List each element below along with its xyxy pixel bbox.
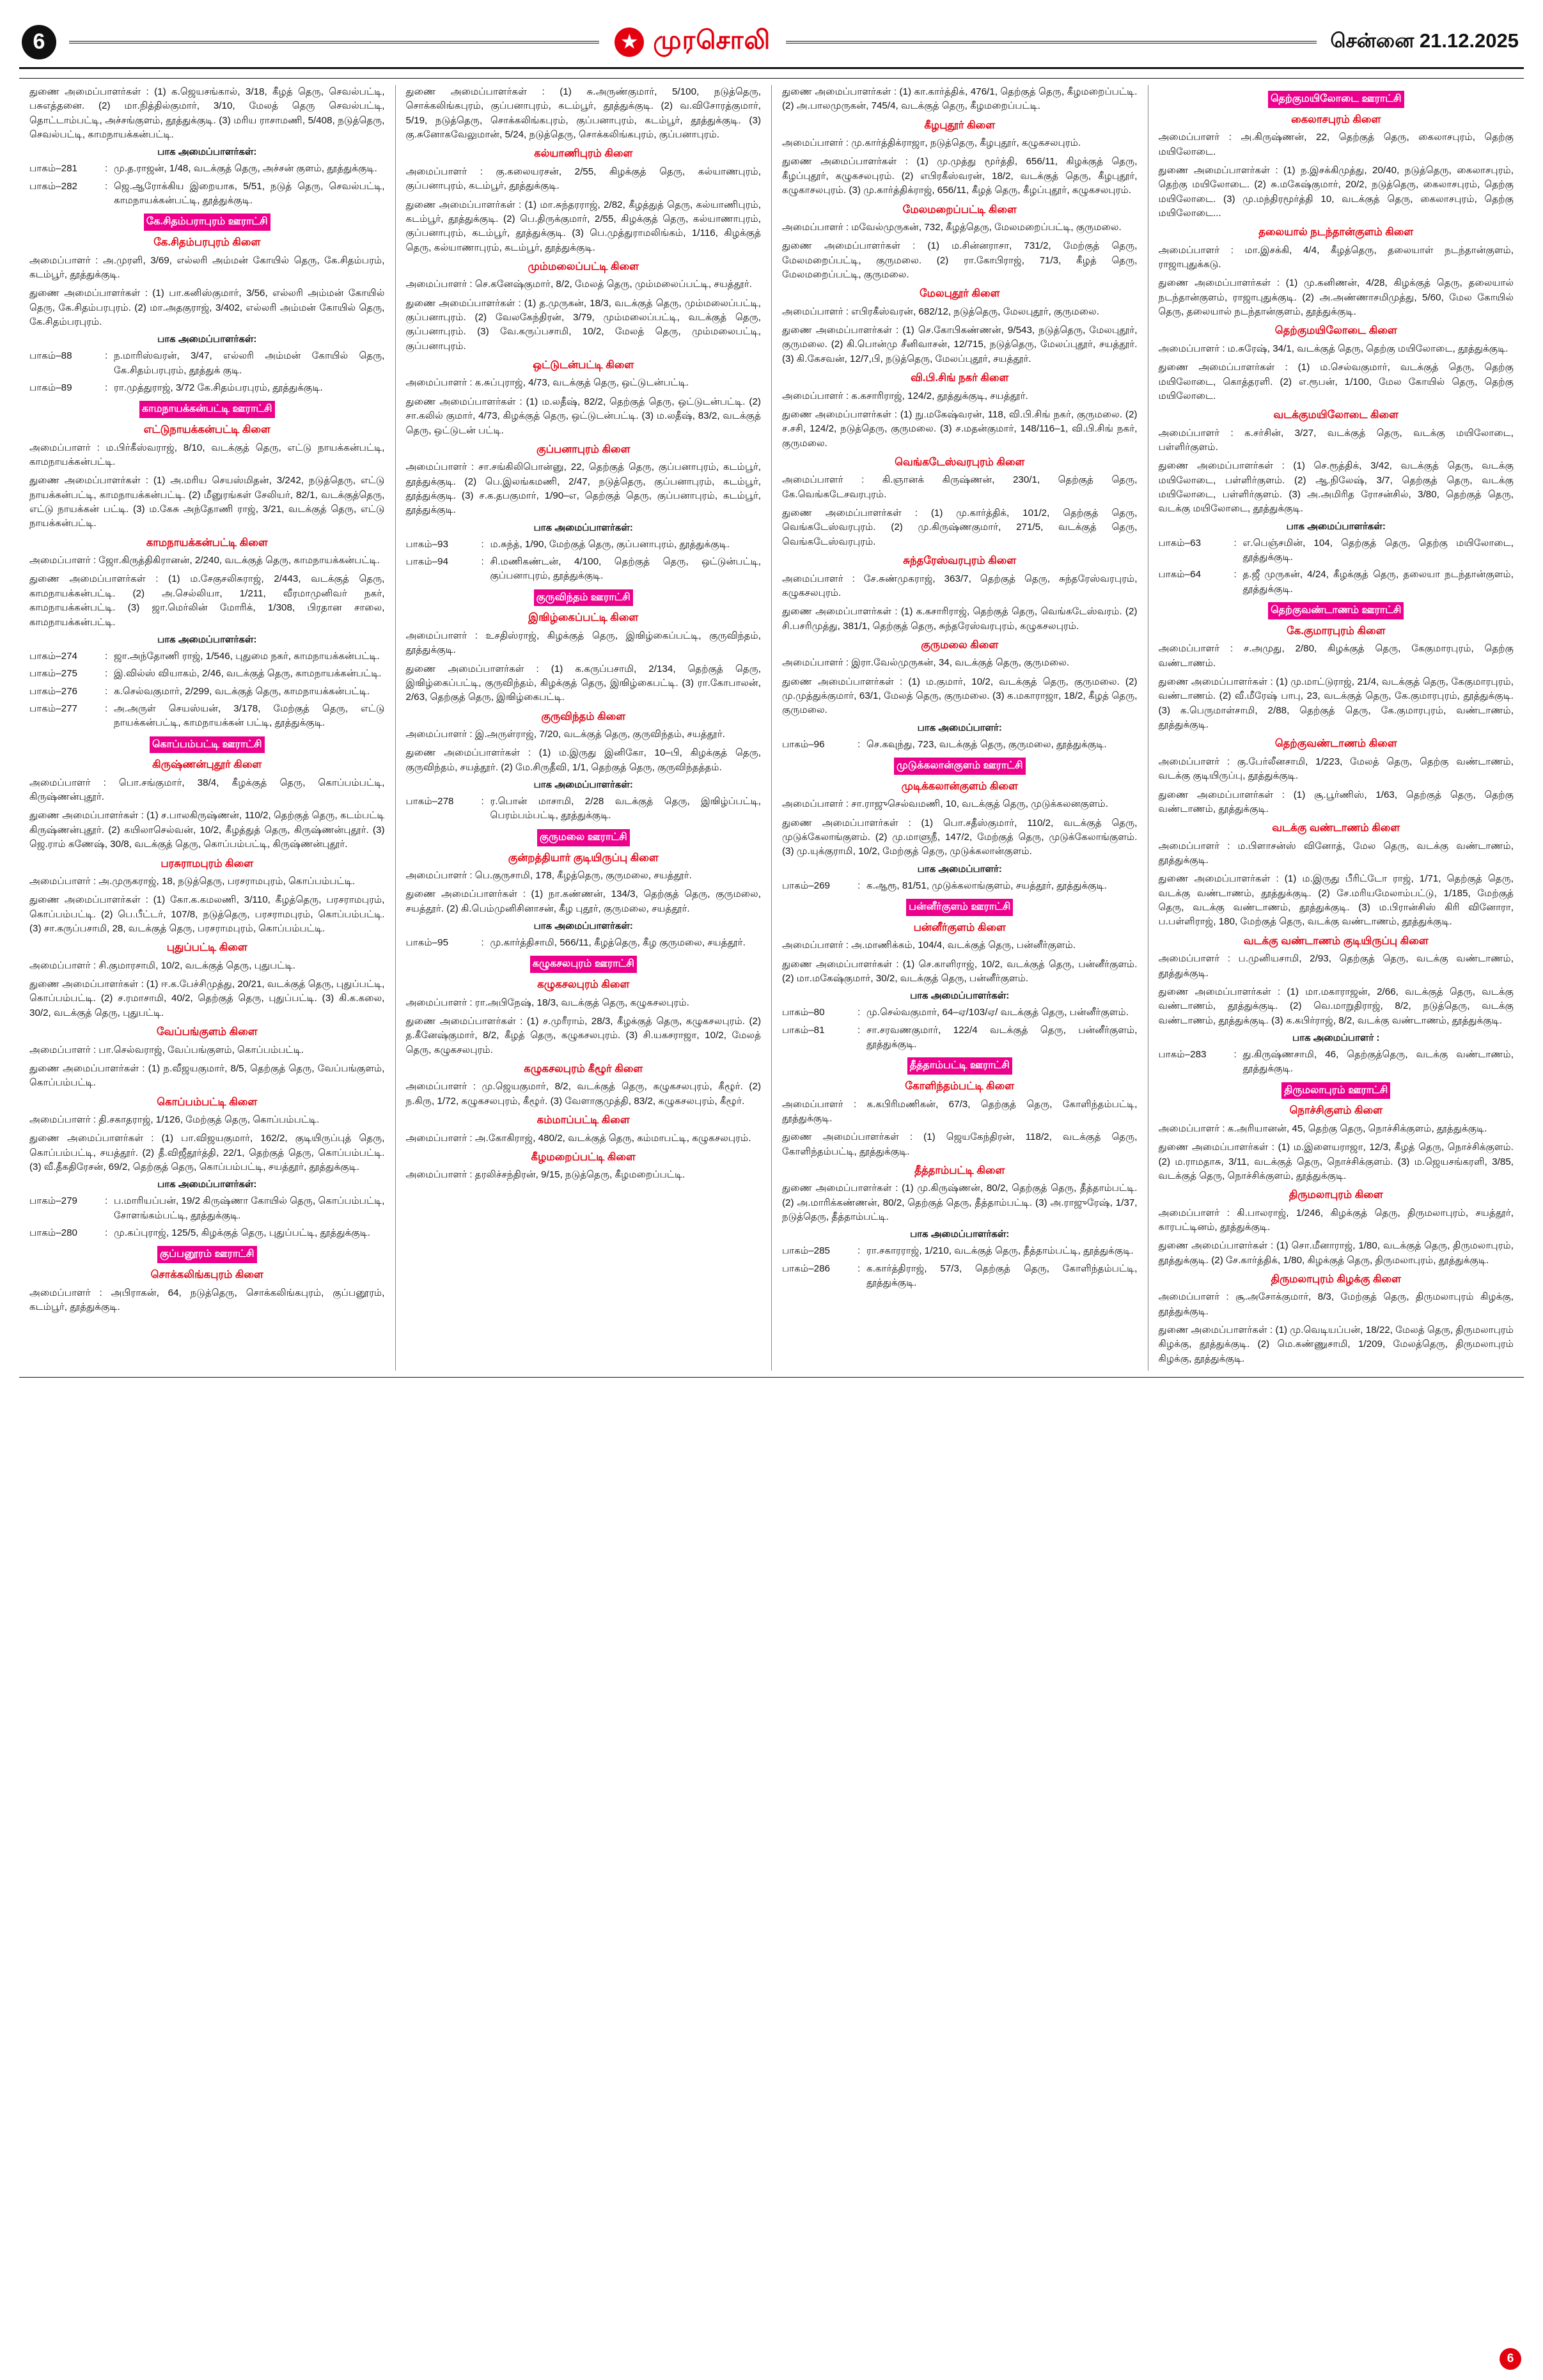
branch-heading: மும்மலைப்பட்டி கிளை <box>528 260 639 272</box>
body-paragraph: துணை அமைப்பாளர்கள் : (1) பா.கனிஸ்குமார், 3/56, எல்லரி அம்மன் கோயில் தெரு, கே.சிதம்பரபுரம். (2) மா.அதகுராஜ், 3/402, எல்லரி அம்மன் கோயில் தெரு, கே.சிதம்பரபுரம். <box>29 288 385 328</box>
body-paragraph: அமைப்பாளர் : க.சர்சின், 3/27, வடக்குத் தெரு, வடக்கு மயிலோடை, பள்ளிர்குளம். <box>1158 427 1514 453</box>
body-paragraph: அமைப்பாளர் : சூ.அசோக்குமார், 8/3, மேற்குத் தெரு, திருமலாபுரம் கிழக்கு, தூத்துக்குடி. <box>1158 1291 1514 1317</box>
branch-heading: வி.பி.சிங் நகர் கிளை <box>911 372 1009 384</box>
body-paragraph: துணை அமைப்பாளர்கள் : (1) மு.முத்து மூர்த்தி, 656/11, கிழக்குத் தெரு, கீழப்புதூர், கழுகசலபுரம். (2) எபிரகீஸ்வரன், 18/2, வடக்குத் தெரு, கீழபுதூர், கழுகாசலபுரம். (3) மு.கார்த்திக்ராஜ், 656/11, கீழத் தெரு, கீழப்புதூர், கழுகசலபுரம். <box>782 156 1138 196</box>
body-paragraph: அமைப்பாளர் : அ.மாணிக்கம், 104/4, வடக்குத் தெரு, பன்னீர்குளம். <box>782 940 1076 951</box>
ward-value: மு.கப்புராஜ், 125/5, கிழக்குத் தெரு, புதுப்பட்டி, தூத்துக்குடி. <box>114 1227 371 1239</box>
ward-entry <box>406 538 762 552</box>
body-paragraph: துணை அமைப்பாளர்கள் : (1) ஈ.க.பேச்சிமுத்து, 20/21, வடக்குத் தெரு, புதுப்பட்டி, கொப்பம்பட்டி. (2) ச.ரமாசாமி, 40/2, தெற்குத் தெரு, புதுப்பட்டி. (3) கி.க.கலை, 30/2, வடக்குத் தெரு, புதுபட்டி. <box>29 979 385 1018</box>
body-paragraph: அமைப்பாளர் : பா.செல்வராஜ், வேப்பங்குளம், கொப்பம்பட்டி. <box>29 1044 304 1055</box>
ward-value: அ.அருள் செயஸ்யன், 3/178, மேற்குத் தெரு, எட்டு நாயக்கன்பட்டி, காமநாயக்கன் பட்டி, தூத்துக்குடி. <box>114 703 385 729</box>
ward-separator: : <box>105 350 108 362</box>
ward-entry <box>29 685 385 699</box>
ward-separator: : <box>858 1007 861 1018</box>
body-paragraph: அமைப்பாளர் : எபிரகீஸ்வரன், 682/12, நடுத்தெரு, மேலபுதூர், குருமலை. <box>782 306 1099 317</box>
body-paragraph: அமைப்பாளர் : ரா.அபிநேஷ், 18/3, வடக்குத் தெரு, கழுகசலபுரம். <box>405 997 689 1008</box>
branch-heading: கைலாசபுரம் கிளை <box>1291 113 1381 125</box>
body-paragraph: அமைப்பாளர் : கு.பேர்லீனசாமி, 1/223, மேலத் தெரு, தெற்கு வண்டாணம், வடக்கு குடியிருப்பு, தூத்துக்குடி. <box>1158 756 1514 782</box>
ward-value: எ.பெஞ்சமின், 104, தெற்குத் தெரு, தெற்கு மயிலோடை, தூத்துக்குடி. <box>1242 537 1514 563</box>
ward-entry <box>29 649 385 664</box>
ward-label: பாகம்–80 <box>782 1007 825 1018</box>
branch-heading: வெங்கடேஸ்வரபுரம் கிளை <box>895 456 1025 468</box>
ward-separator: : <box>105 180 108 192</box>
body-paragraph: அமைப்பாளர் : ம.பிர்கீஸ்வராஜ், 8/10, வடக்குத் தெரு, எட்டு நாயக்கன்பட்டி, காமநாயக்கன்பட்டி. <box>29 442 385 467</box>
body-paragraph: துணை அமைப்பாளர்கள் : (1) மா.மகாராஜன், 2/66, வடக்குத் தெரு, வடக்கு வண்டாணம், தூத்துக்குடி. (2) வெ.மாறுதிராஜ், 8/2, நடுத்தெரு, வடக்கு வண்டாணம், தூத்துக்குடி. (3) க.கபிர்ராஜ், 8/2, வடக்கு வண்டாணம், தூத்துக்குடி. <box>1158 986 1514 1026</box>
body-paragraph: அமைப்பாளர் : சே.சுண்முகராஜ், 363/7, தெற்குத் தெரு, சுந்தரேஸ்வரபுரம், கழுகசலபுரம். <box>782 573 1138 598</box>
body-paragraph: துணை அமைப்பாளர்கள் : (1) அ.மரிய செயஸ்மிதன், 3/242, நடுத்தெரு, எட்டு நாயக்கன்பட்டி, காமநாயக்கன்பட்டி. (2) மீனுரங்கள் சேலியர், 82/1, வடக்குத்தெரு, எட்டு நாயக்கன் பட்டி. (3) ம.கேசு அந்தோணி ராஜ், 3/21, வடக்குத் தெரு, எட்டு நாயக்கன்பட்டி. <box>29 475 385 529</box>
ward-entry <box>29 1226 385 1240</box>
ward-separator: : <box>858 1245 861 1257</box>
ward-entry <box>782 738 1138 752</box>
ward-label: பாகம்–285 <box>782 1245 830 1257</box>
body-paragraph: துணை அமைப்பாளர்கள் : (1) பா.விஜயகுமார், 162/2, குடியிருப்புத் தெரு, கொப்பம்பட்டி, சயத்தூர். (2) தீ.விஜீதூர்த்தி, 22/1, தெற்குத் தெரு, கொப்பம்பட்டி. (3) வீ.தீகதிரேசன், 69/2, தெற்குத் தெரு, கொப்பம்பட்டி, சயத்தூர், தூத்துக்குடி. <box>29 1133 385 1173</box>
panchayat-heading: கொப்பம்பட்டி ஊராட்சி <box>150 736 265 754</box>
panchayat-heading: கழுகசலபுரம் ஊராட்சி <box>530 956 637 973</box>
panchayat-heading: கே.சிதம்பராபுரம் ஊராட்சி <box>144 214 270 231</box>
body-paragraph: துணை அமைப்பாளர்கள் : (1) ம.இருது இனிகோ, 10–பி, கிழக்குத் தெரு, குருவிந்தம், சயத்தூர். (2) மே.சிருதீவி, 1/1, தெற்குத் தெரு, குருவிந்தத்தம். <box>405 747 761 773</box>
body-paragraph: துணை அமைப்பாளர்கள் : (1) க.ஜெயசங்கால், 3/18, கீழத் தெரு, செவல்பட்டி, பசுஎத்தனை. (2) மா.நித்தில்குமார், 3/10, மேலத் தெரு செவல்பட்டி, தொட்டாம்பட்டி, அச்சங்குளம், தூத்துக்குடி. (3) மரிய ராசாமணி, 5/408, நடுத்தெரு, செவல்பட்டி, காமநாயக்கன்பட்டி. <box>29 86 385 141</box>
body-paragraph: துணை அமைப்பாளர்கள் : (1) க.கருப்பசாமி, 2/134, தெற்குத் தெரு, இஙிழ்கைப்பட்டி, குருவிந்தம், கிழக்குத் தெரு, இஙிழ்கைபட்டி. (3) ரா.கோபாலன், 2/63, தெற்குத் தெரு, இஙிழ்கைபட்டி. <box>405 663 761 703</box>
panchayat-heading: தீத்தாம்பட்டி ஊராட்சி <box>907 1057 1012 1075</box>
body-paragraph: துணை அமைப்பாளர்கள் : (1) சு.அருண்குமார், 5/100, நடுத்தெரு, சொக்கலிங்கபுரம், குப்பனாபுரம், கடம்பூர், தூத்துக்குடி. (2) வ.விசோரத்குமார், 5/19, நடுத்தெரு, சொக்கலிங்கபுரம், குப்பனாபுரம், கடம்பூர், தூத்துக்குடி. (3) கு.சுனோகவேலுமான், 5/24, நடுத்தெரு, சொக்கலிங்கபுரம், குப்பனாபுரம். <box>405 86 761 141</box>
ward-entry <box>29 381 385 395</box>
body-paragraph: துணை அமைப்பாளர்கள் : (1) நு.மகேஷ்வரன், 118, வி.பி.சிங் நகர், குருமலை. (2) ச.சசி, 124/2, நடுத்தெரு, குருமலை. (3) ச.மதன்குமார், 148/116–1, வி.பி.சிங் நகர், குருமலை. <box>782 408 1138 449</box>
ward-separator: : <box>1234 569 1237 580</box>
ward-entry <box>29 702 385 731</box>
body-paragraph: அமைப்பாளர் : க.அரியானன், 45, தெற்கு தெரு, நொச்சிக்குளம், தூத்துக்குடி. <box>1158 1123 1487 1134</box>
branch-heading: குருமலை கிளை <box>921 639 999 651</box>
branch-heading: பன்னீர்குளம் கிளை <box>913 921 1006 933</box>
body-paragraph: அமைப்பாளர் : தரலிச்சந்திரன், 9/15, நடுத்தெரு, கீழமறைப்பட்டி. <box>405 1169 685 1181</box>
ward-separator: : <box>481 937 484 949</box>
panchayat-heading: திருமலாபுரம் ஊராட்சி <box>1281 1082 1390 1100</box>
branch-heading: நொச்சிகுளம் கிளை <box>1289 1105 1382 1117</box>
branch-heading: கம்மாப்பட்டி கிளை <box>537 1114 630 1126</box>
body-paragraph: துணை அமைப்பாளர்கள் : (1) ம.இளையராஜா, 12/3, கீழத் தெரு, நொச்சிக்குளம். (2) ம.ராமதாசு, 3/11, வடக்குத் தெரு, நொச்சிக்குளம். (3) ம.ஜெயசங்கரளி, 3/85, வடக்குத் தெரு, நொச்சிக்குளம், தூத்துக்குடி. <box>1158 1142 1514 1181</box>
ward-separator: : <box>105 668 108 680</box>
ward-value: இ.வில்ஸ் வியாகம், 2/46, வடக்குத் தெரு, காமநாயக்கன்பட்டி. <box>114 668 382 680</box>
ward-label: பாகம்–94 <box>405 556 449 567</box>
branch-heading: கழுகசலபுரம் கிளை <box>537 979 630 991</box>
branch-heading: தீத்தாம்பட்டி கிளை <box>914 1164 1005 1176</box>
ward-separator: : <box>105 703 108 714</box>
body-paragraph: துணை அமைப்பாளர்கள் : (1) கா.கார்த்திக், 476/1, தெற்குத் தெரு, கீழமறைப்பட்டி. (2) அ.பாலமுருகன், 745/4, வடக்குத் தெரு, கீழமறைப்பட்டி. <box>782 86 1138 112</box>
body-paragraph: அமைப்பாளர் : அ.முருகராஜ், 18, நடுத்தெரு, பரசராமபுரம், கொப்பம்பட்டி. <box>29 875 356 887</box>
ward-value: ந.மாரிஸ்வரன், 3/47, எல்லரி அம்மன் கோயில் தெரு, கே.சிதம்பரபுரம், தூத்துக் குடி. <box>114 350 385 376</box>
ward-separator: : <box>858 738 861 750</box>
body-paragraph: துணை அமைப்பாளர்கள் : (1) ம.லதீஷ், 82/2, தெற்குத் தெரு, ஒட்டுடன்பட்டி. (2) சா.கலில் குமார், 4/73, கிழக்குத் தெரு, ஒட்டுடன்பட்டி. (3) ம.லதீஷ், 83/2, வடக்குத் தெரு, ஒட்டுடன் பட்டி. <box>405 396 761 436</box>
branch-heading: மேலமறைப்பட்டி கிளை <box>902 203 1017 215</box>
ward-value: ஜெ.ஆரோக்கிய இறையாக, 5/51, நடுத் தெரு, செவல்பட்டி, காமநாயக்கன்பட்டி, தூத்துக்குடி. <box>114 180 385 206</box>
branch-heading: தெற்குவண்டாணம் கிளை <box>1274 738 1397 750</box>
body-paragraph: துணை அமைப்பாளர்கள் : (1) கோ.க.கமலணி, 3/110, கீழத்தெரு, பரசராமபுரம், கொப்பம்பட்டி. (2) பெ.பீட்டர், 107/8, நடுத்தெரு, பரசராமபுரம், கொப்பம்பட்டி. (3) சா.கருப்பசாமி, 28, வடக்குத் தெரு, பரசராமபுரம், கொப்பம்பட்டி. <box>29 894 385 934</box>
ward-label: பாகம்–281 <box>29 163 77 175</box>
branch-heading: காமநாயக்கன்பட்டி கிளை <box>146 536 268 548</box>
ward-entry <box>782 1262 1138 1291</box>
branch-heading: திருமலாபுரம் கிழக்கு கிளை <box>1271 1273 1402 1286</box>
body-paragraph: துணை அமைப்பாளர்கள் : (1) மு.கனிணன், 4/28, கிழக்குத் தெரு, தலையால் நடந்தான்குளம், ராஜாபுதுக்குடி. (2) அ.அண்ணாசமிமுத்து, 5/60, மேல கோயில் தெரு, தலையால் நடந்தான்குளம், தூத்துக்குடி. <box>1158 277 1514 318</box>
branch-heading: கீழபுதூர் கிளை <box>924 119 996 131</box>
branch-heading: ஒட்டுடன்பட்டி கிளை <box>533 359 634 371</box>
ward-label: பாகம்–95 <box>405 937 449 949</box>
ward-entry <box>406 795 762 823</box>
ward-separator: : <box>105 1195 108 1207</box>
panchayat-heading: முடுக்கலான்குளம் ஊராட்சி <box>894 758 1026 775</box>
body-paragraph: துணை அமைப்பாளர்கள் : (1) ம.குமார், 10/2, வடக்குத் தெரு, குருமலை. (2) மு.முத்துக்குமார், 63/1, மேலத் தெரு, குருமலை. (3) க.மகாராஜா, 18/2, கீழத் தெரு, குருமலை. <box>782 676 1138 716</box>
ward-label: பாகம்–276 <box>29 685 77 697</box>
body-paragraph: அமைப்பாளர் : மா.இசக்கி, 4/4, கீழத்தெரு, தலையாள் நடந்தான்குளம், ராஜாபுதுக்கடு. <box>1158 244 1514 270</box>
branch-heading: கொப்பம்பட்டி கிளை <box>157 1096 258 1108</box>
masthead-brand <box>599 26 786 58</box>
subsection-label: பாக அமைப்பாளர்கள்: <box>157 334 257 345</box>
subsection-label: பாக அமைப்பாளர்: <box>917 722 1002 733</box>
ward-entry <box>1159 536 1514 565</box>
body-paragraph: துணை அமைப்பாளர்கள் : (1) சூ.பூர்ணிஸ், 1/63, தெற்குத் தெரு, தெற்கு வண்டாணம், தூத்துக்குடி. <box>1158 789 1514 814</box>
branch-heading: குன்றத்தியார் குடியிருப்பு கிளை <box>508 852 659 864</box>
ward-separator: : <box>481 538 484 550</box>
body-paragraph: அமைப்பாளர் : ப.முனியசாமி, 2/93, தெற்குத் தெரு, வடக்கு வண்டாணம், தூத்துக்குடி. <box>1158 953 1514 979</box>
ward-label: பாகம்–282 <box>29 180 77 192</box>
branch-heading: குப்பனாபுரம் கிளை <box>537 443 631 455</box>
branch-heading: திருமலாபுரம் கிளை <box>1288 1189 1383 1201</box>
bottom-rule <box>19 1377 1524 1378</box>
subsection-label: பாக அமைப்பாளர்கள்: <box>157 146 257 158</box>
masthead-rule-right <box>786 41 1316 43</box>
body-paragraph: அமைப்பாளர் : தி.சகாதராஜ், 1/126, மேற்குத் தெரு, கொப்பம்பட்டி. <box>29 1114 320 1126</box>
ward-separator: : <box>1234 537 1237 548</box>
body-paragraph: அமைப்பாளர் : மு.ஜெயகுமார், 8/2, வடக்குத் தெரு, கழுகசலபுரம், கீழூர். (2) ந.கிரு, 1/72, கழுகசலபுரம், கீழூர். (3) வேளாகுமுத்தி, 83/2, கழுகசலபுரம், கீழூர். <box>405 1081 761 1107</box>
body-paragraph: துணை அமைப்பாளர்கள் : (1) சொ.மீனாராஜ், 1/80, வடக்குத் தெரு, திருமலாபுரம், தூத்துக்குடி. (2) சே.கார்த்திக், 1/80, கிழக்குத் தெரு, திருமலாபுரம், தூத்துக்குடி. <box>1158 1240 1514 1266</box>
body-paragraph: அமைப்பாளர் : உசதிஸ்ராஜ், கிழக்குத் தெரு, இஙிழ்கைப்பட்டி, குருவிந்தம், தூத்துக்குடி. <box>405 630 761 656</box>
body-paragraph: அமைப்பாளர் : க.சுப்புராஜ், 4/73, வடக்குத் தெரு, ஒட்டுடன்பட்டி. <box>405 377 689 389</box>
body-paragraph: அமைப்பாளர் : ஜோ.கிருத்திகிரானன், 2/240, வடக்குத் தெரு, காமநாயக்கன்பட்டி. <box>29 555 380 566</box>
page-number-badge: 6 <box>22 25 56 59</box>
body-paragraph: துணை அமைப்பாளர்கள் : (1) ம.சின்னராசா, 731/2, மேற்குத் தெரு, மேலமறைப்பட்டி, குருமலை. (2) ரா.கோபிராஜ், 71/3, கீழத் தெரு, மேலமறைப்பட்டி, குருமலை. <box>782 240 1138 280</box>
text-column <box>19 85 396 1371</box>
branch-heading: வேப்பங்குளம் கிளை <box>156 1026 258 1038</box>
ward-value: சி.மணிகண்டன், 4/100, தெற்குத் தெரு, ஒட்டுன்பட்டி, குப்பனாபுரம், தூத்துக்குடி. <box>490 556 761 582</box>
ward-value: க.கார்த்திராஜ், 57/3, தெற்குத் தெரு, கோளிந்தம்பட்டி, தூத்துக்குடி. <box>866 1263 1138 1289</box>
ward-label: பாகம்–279 <box>29 1195 77 1207</box>
ward-label: பாகம்–275 <box>29 668 77 680</box>
ward-separator: : <box>105 685 108 697</box>
body-paragraph: அமைப்பாளர் : மு.கார்த்திக்ராஜா, நடுத்தெரு, கீழபுதூர், கழுகசலபுரம். <box>782 137 1081 149</box>
body-paragraph: துணை அமைப்பாளர்கள் : (1) ம.சேகுசலிசுராஜ், 2/443, வடக்குத் தெரு, காமநாயக்கன்பட்டி. (2) அ.செல்லியா, 1/211, வீரமாமுனிவர் நகர், காமநாயக்கன்பட்டி. (3) ஜா.மெர்லின் மோரிக், 1/308, பிரதான சாலை, காமநாயக்கன்பட்டி. <box>29 573 385 628</box>
body-paragraph: அமைப்பாளர் : க.கபிரிமணிகன், 67/3, தெற்குத் தெரு, கோளிந்தம்பட்டி, தூத்துக்குடி. <box>782 1098 1138 1124</box>
body-paragraph: துணை அமைப்பாளர்கள் : (1) மு.கார்த்திக், 101/2, தெற்குத் தெரு, வெங்கடேஸ்வரபுரம். (2) மு.கிருஷ்ணகுமார், 271/5, வடக்குத் தெரு, வெங்கடேஸ்வரபுரம். <box>782 508 1138 547</box>
ward-label: பாகம்–286 <box>782 1263 830 1274</box>
body-paragraph: துணை அமைப்பாளர்கள் : (1) த.முருகன், 18/3, வடக்குத் தெரு, மும்மலைப்பட்டி, குப்பனாபுரம். (2) வேலகேந்திரன், 3/79, மும்மலைப்பட்டி, வடக்குத் தெரு, குப்பனாபுரம். (3) வே.கருப்பசாமி, 10/2, மேலத் தெரு, மும்மலைபட்டி, குப்பனாபுரம். <box>405 297 761 352</box>
text-column <box>396 85 772 1371</box>
ward-separator: : <box>105 163 108 175</box>
body-paragraph: அமைப்பாளர் : ம.பிளாசன்ஸ் வினோத், மேல தெரு, வடக்கு வண்டாணம், தூத்துக்குடி. <box>1158 840 1514 866</box>
ward-value: க.செல்வகுமார், 2/299, வடக்குத் தெரு, காமநாயக்கன்பட்டி. <box>114 685 370 697</box>
text-column <box>772 85 1148 1371</box>
body-paragraph: அமைப்பாளர் : பொ.சங்குமார், 38/4, கீழக்குத் தெரு, கொப்பம்பட்டி, கிருஷ்ணன்புதூர். <box>29 777 385 803</box>
text-column <box>1148 85 1524 1371</box>
ward-value: ப.மாரியப்பன், 19/2 கிருஷ்ணா கோயில் தெரு, கொப்பம்பட்டி, சோளங்கம்பட்டி, தூத்துக்குடி. <box>114 1195 385 1221</box>
branch-heading: வடக்குமயிலோடை கிளை <box>1273 409 1399 421</box>
body-paragraph: அமைப்பாளர் : ச.அமுது, 2/80, கிழக்குத் தெரு, கேகுமாரபுரம், தெற்கு வண்டாணம். <box>1158 643 1514 669</box>
body-paragraph: துணை அமைப்பாளர்கள் : (1) பொ.சதீஸ்குமார், 110/2, வடக்குத் தெரு, முடுக்கேலாங்குளம். (2) மு.மாளுநீ, 147/2, மேற்குத் தெரு, முடுக்கேலாங்குளம். (3) மு.யுக்குராமி, 10/2, மேற்குத் தெரு, முடுக்கலான்குளம். <box>782 817 1138 857</box>
panchayat-heading: குப்பனூரம் ஊராட்சி <box>157 1246 257 1263</box>
ward-entry <box>29 162 385 176</box>
subsection-label: பாக அமைப்பாளர்கள்: <box>533 921 633 932</box>
ward-label: பாகம்–63 <box>1158 537 1202 548</box>
ward-value: து.கிருஷ்ணசாமி, 46, தெற்குத்தெரு, வடக்கு வண்டாணம், தூத்துக்குடி. <box>1242 1048 1514 1075</box>
ward-entry <box>782 1244 1138 1258</box>
body-paragraph: துணை அமைப்பாளர்கள் : (1) ஜெயகேந்திரன், 118/2, வடக்குத் தெரு, கோளிந்தம்பட்டி, தூத்துக்குடி. <box>782 1132 1138 1157</box>
body-paragraph: துணை அமைப்பாளர்கள் : (1) ம.இருது பீரிட்டோ ராஜ், 1/71, தெற்குத் தெரு, வடக்கு வண்டாணம், தூத்துக்குடி. (2) சே.மரியமேலாம்பட்டு, 1/185, மேற்குத் தெரு, வடக்கு வண்டாணம், தூத்துக்குடி. (3) ம.பிரான்சிஸ் கிரி வினோரா, ப.பள்ளிராஜ், 180, மேற்குத் தெரு, வடக்கு வண்டாணம், தூத்துக்குடி. <box>1158 873 1514 928</box>
ward-entry <box>29 1194 385 1223</box>
branch-heading: பரசுராமபுரம் கிளை <box>161 857 254 869</box>
ward-label: பாகம்–269 <box>782 880 830 891</box>
branch-heading: கே.சிதம்பரபுரம் கிளை <box>153 237 261 249</box>
ward-entry <box>1159 568 1514 596</box>
branch-heading: கே.குமாரபுரம் கிளை <box>1286 625 1386 637</box>
ward-entry <box>406 936 762 950</box>
body-paragraph: அமைப்பாளர் : பெ.குருசாமி, 178, கீழத்தெரு, குருமலை, சயத்தூர். <box>405 870 692 882</box>
body-paragraph: அமைப்பாளர் : சி.குமாரசாமி, 10/2, வடக்குத் தெரு, புதுபட்டி. <box>29 960 295 971</box>
ward-entry <box>1159 1048 1514 1077</box>
body-paragraph: அமைப்பாளர் : இரா.வேல்முருகன், 34, வடக்குத் தெரு, குருமலை. <box>782 657 1070 669</box>
subsection-label: பாக அமைப்பாளர்கள்: <box>533 522 633 533</box>
body-paragraph: துணை அமைப்பாளர்கள் : (1) ம.செல்வகுமார், வடக்குத் தெரு, தெற்கு மயிலோடை, கொத்தரளி. (2) எ.ரூபன், 1/100, மேல கோயில் தெரு, தெற்கு மயிலோடை. <box>1158 362 1514 401</box>
body-paragraph: அமைப்பாளர் : அபிராகன், 64, நடுத்தெரு, சொக்கலிங்கபுரம், குப்பனூரம், கடம்பூர், தூத்துக்குடி. <box>29 1287 385 1313</box>
ward-separator: : <box>858 1263 861 1274</box>
branch-heading: சொக்கலிங்கபுரம் கிளை <box>150 1269 263 1281</box>
branch-heading: குருவிந்தம் கிளை <box>541 710 626 722</box>
ward-separator: : <box>858 1024 861 1036</box>
body-paragraph: துணை அமைப்பாளர்கள் : (1) ச.பாலகிருஷ்ணன், 110/2, தெற்குத் தெரு, கடம்பட்டி கிருஷ்ணன்புதூர். (2) கயிலாசெல்வன், 10/2, கீழத்துத் தெரு, கிருஷ்ணன்புதூர். (3) ஜெ.ராம் கணேஷ், 30/8, வடக்குத் தெரு, கொப்பம்பட்டி, கிருஷ்ணன்புதூர். <box>29 810 385 850</box>
ward-entry <box>29 667 385 681</box>
ward-value: த.ஜீ முருகன், 4/24, கீழக்குத் தெரு, தலையா நடந்தான்குளம், தூத்துக்குடி. <box>1242 569 1514 595</box>
body-paragraph: துணை அமைப்பாளர்கள் : (1) ந.வீஜயகுமார், 8/5, தெற்குத் தெரு, வேப்பங்குளம், கொப்பம்பட்டி. <box>29 1062 385 1089</box>
panchayat-heading: பன்னீர்குளம் ஊராட்சி <box>906 899 1013 916</box>
ward-separator: : <box>1234 1048 1237 1060</box>
body-paragraph: அமைப்பாளர் : அ.கிருஷ்ணன், 22, தெற்குத் தெரு, கைலாசபுரம், தெற்கு மயிலோடை. <box>1158 132 1514 157</box>
column-container <box>19 78 1524 1371</box>
body-paragraph: துணை அமைப்பாளர்கள் : (1) மு.வெடியப்பன், 18/22, மேலத் தெரு, திருமலாபுரம் கிழக்கு, தூத்துக்குடி. (2) மெ.கண்ணுசாமி, 1/209, மேலத்தெரு, திருமலாபுரம் கிழக்கு, தூத்துக்குடி. <box>1158 1325 1514 1364</box>
branch-heading: முடிக்கலான்குளம் கிளை <box>901 780 1018 792</box>
ward-label: பாகம்–274 <box>29 650 77 662</box>
branch-heading: கழுகசலபுரம் கீழூர் கிளை <box>524 1063 643 1075</box>
branch-heading: கல்யாணிபுரம் கிளை <box>534 148 633 160</box>
panchayat-heading: குருமலை ஊராட்சி <box>537 829 630 846</box>
ward-label: பாகம்–81 <box>782 1024 825 1036</box>
body-paragraph: துணை அமைப்பாளர்கள் : (1) செ.கோபிகண்ணன், 9/543, நடுத்தெரு, மேலபுதூர், குருமலை. (2) கி.பொன்மு சீனிவாசன், 12/715, நடுத்தெரு, மேலப்புதூர், சயத்தூர். (3) கி.கேசவன், 12/7,பி, நடுத்தெரு, மேலப்புதூர், சயத்தூர். <box>782 325 1138 364</box>
ward-entry <box>782 1023 1138 1052</box>
subsection-label: பாக அமைப்பாளர்: <box>917 863 1002 875</box>
ward-entry <box>29 180 385 208</box>
star-in-circle-icon <box>615 27 644 57</box>
ward-value: செ.கவுந்து, 723, வடக்குத் தெரு, குருமலை, தூத்துக்குடி. <box>866 738 1107 750</box>
ward-value: க.ஆரூ, 81/51, முடுக்கலாங்குளம், சயத்தூர், தூத்துக்குடி. <box>866 880 1107 891</box>
body-paragraph: அமைப்பாளர் : செ.கனேஷ்குமார், 8/2, மேலத் தெரு, மும்மலைப்பட்டி, சயத்தூர். <box>405 279 752 290</box>
body-paragraph: துணை அமைப்பாளர்கள் : (1) ந.இசக்கிமுத்து, 20/40, நடுத்தெரு, கைலாசபுரம், தெற்கு மயிலோடை. (2) சு.மகேஷ்குமார், 20/2, நடுத்தெரு, கைலாசபுரம், தெற்கு மயிலோடை. (3) மு.மந்திரமூர்த்தி 10, வடக்குத் தெரு, கைலாசபுரம், தெற்கு மயிலோடை... <box>1158 164 1514 219</box>
ward-label: பாகம்–280 <box>29 1227 77 1239</box>
ward-separator: : <box>105 650 108 662</box>
ward-value: ஜா.அந்தோணி ராஜ், 1/546, புதுமை நகர், காமநாயக்கன்பட்டி. <box>114 650 380 662</box>
branch-heading: எட்டுநாயக்கன்பட்டி கிளை <box>143 424 270 436</box>
ward-value: ம.சுந்த், 1/90, மேற்குத் தெரு, குப்பனாபுரம், தூத்துக்குடி. <box>490 538 730 550</box>
subsection-label: பாக அமைப்பாளர் : <box>1292 1032 1380 1043</box>
branch-heading: புதுப்பட்டி கிளை <box>166 942 247 954</box>
ward-label: பாகம்–277 <box>29 703 77 714</box>
ward-label: பாகம்–283 <box>1158 1048 1207 1060</box>
body-paragraph: அமைப்பாளர் : மவேல்முருகன், 732, கீழத்தெரு, மேலமறைப்பட்டி, குருமலை. <box>782 221 1122 233</box>
subsection-label: பாக அமைப்பாளர்கள்: <box>910 990 1010 1002</box>
ward-separator: : <box>105 382 108 394</box>
ward-entry <box>782 879 1138 893</box>
ward-label: பாகம்–278 <box>405 796 454 807</box>
branch-heading: இஙிழ்கைப்பட்டி கிளை <box>528 612 639 624</box>
body-paragraph: துணை அமைப்பாளர்கள் : (1) செ.ரூத்திக், 3/42, வடக்குத் தெரு, வடக்கு மயிலோடை, பள்ளிர்குளம். (2) ஆ.நிலேஷ், 3/7, தெற்குத் தெரு, வடக்கு மயிலோடை, பள்ளிர்குளம். (3) அ.அமிரித ரோசன்சில், 3/80, தெற்குத் தெரு, வடக்கு மயிலோடை, தூத்துக்குடி. <box>1158 460 1514 515</box>
branch-heading: வடக்கு வண்டாணம் கிளை <box>1272 822 1400 834</box>
body-paragraph: துணை அமைப்பாளர்கள் : (1) க.கசாரிராஜ், தெற்குத் தெரு, வெங்கடேஸ்வரம். (2) சி.பசரிமுத்து, 381/1, தெற்குத் தெரு, சுந்தரேஸ்வரபுரம், கழுகசலபுரம். <box>782 606 1138 632</box>
footer-page-number: 6 <box>1500 2348 1521 2370</box>
body-paragraph: துணை அமைப்பாளர்கள் : (1) நா.கண்ணன், 134/3, தெற்குத் தெரு, குருமலை, சயத்தூர். (2) கி.பெம்முனிசினாசன், கீழ புதூர், குருமலை, சயத்தூர். <box>405 889 761 914</box>
ward-value: ரா.சகாரராஜ், 1/210, வடக்குத் தெரு, தீத்தாம்பட்டி, தூத்துக்குடி. <box>866 1245 1134 1257</box>
body-paragraph: அமைப்பாளர் : க.கசாரிராஜ், 124/2, தூத்துக்குடி, சயத்தூர். <box>782 390 1028 401</box>
ward-separator: : <box>105 1227 108 1239</box>
branch-heading: தெற்குமயிலோடை கிளை <box>1274 325 1397 337</box>
subsection-label: பாக அமைப்பாளர்கள்: <box>157 1179 257 1190</box>
ward-separator: : <box>858 880 861 891</box>
ward-label: பாகம்–88 <box>29 350 72 362</box>
masthead-rule-left <box>69 41 599 43</box>
body-paragraph: துணை அமைப்பாளர்கள் : (1) செ.காளிராஜ், 10/2, வடக்குத் தெரு, பன்னீர்குளம். (2) மா.மகேஷ்குமார், 30/2, வடக்குத் தெரு, பன்னீர்குளம். <box>782 958 1138 984</box>
body-paragraph: அமைப்பாளர் : கு.கலையரசன், 2/55, கிழக்குத் தெரு, கல்யாணபுரம், குப்பனாபுரம், கடம்பூர், தூத்துக்குடி. <box>405 166 761 192</box>
subsection-label: பாக அமைப்பாளர்கள்: <box>1286 520 1386 532</box>
ward-separator: : <box>481 556 484 567</box>
ward-entry <box>406 555 762 584</box>
ward-entry <box>29 349 385 378</box>
ward-label: பாகம்–89 <box>29 382 72 394</box>
ward-label: பாகம்–96 <box>782 738 825 750</box>
ward-entry <box>782 1006 1138 1020</box>
branch-heading: கோளிந்தம்பட்டி கிளை <box>905 1080 1015 1093</box>
branch-heading: மேலபுதூர் கிளை <box>919 288 1000 300</box>
ward-value: மு.கார்த்திசாமி, 566/11, கீழத்தெரு, கீழ குருமலை, சயத்தூர். <box>490 937 746 949</box>
panchayat-heading: தெற்குமயிலோடை ஊராட்சி <box>1268 91 1404 108</box>
ward-label: பாகம்–93 <box>405 538 449 550</box>
branch-heading: சுந்தரேஸ்வரபுரம் கிளை <box>903 555 1017 567</box>
body-paragraph: துணை அமைப்பாளர்கள் : (1) மா.சுந்தரராஜ், 2/82, கீழத்துத் தெரு, கல்யாணிபுரம், கடம்பூர், தூத்துக்குடி. (2) பெ.திருக்குமார், 2/55, கிழக்குத் தெரு, கல்யாணாபுரம், குப்பனாபுரம், கடம்பூர், தூத்துக்குடி. (3) பெ.முத்துராமலிங்கம், 1/116, கிழக்குத் தெரு, கல்யாணாபுரம், கடம்பூர், தூத்துக்குடி. <box>405 199 761 253</box>
body-paragraph: அமைப்பாளர் : கி.பாலராஜ், 1/246, கிழக்குத் தெரு, திருமலாபுரம், சயத்தூர், காரபட்டினம், தூத்துக்குடி. <box>1158 1207 1514 1233</box>
branch-heading: கிருஷ்ணன்புதூர் கிளை <box>152 759 262 771</box>
ward-label: பாகம்–64 <box>1158 569 1202 580</box>
edition-date: சென்னை 21.12.2025 <box>1330 29 1519 52</box>
body-paragraph: துணை அமைப்பாளர்கள் : (1) மு.மாட்டுராஜ், 21/4, வடக்குத் தெரு, கேகுமாரபுரம், வண்டாணம். (2) வீ.மீரேஷ் பாபு, 23, வடக்குத் தெரு, கே.குமாரபுரம், தூத்துக்குடி. (3) க.பெருமாள்சாமி, 2/88, தெற்குத் தெரு, கே.குமாரபுரம், வண்டாணம், தூத்துக்குடி. <box>1158 676 1514 731</box>
ward-value: ரா.முத்துராஜ், 3/72 கே.சிதம்பரபுரம், தூத்துக்குடி. <box>114 382 323 394</box>
ward-value: ர.பொன் மாசாமி, 2/28 வடக்குத் தெரு, இஙிழ்ப்பட்டி, பெரம்பம்பட்டி, தூத்துக்குடி. <box>490 796 761 821</box>
subsection-label: பாக அமைப்பாளர்கள்: <box>533 779 633 791</box>
body-paragraph: அமைப்பாளர் : அ.கோகிராஜ், 480/2, வடக்குத் தெரு, கம்மாபட்டி, கழுகசலபுரம். <box>405 1132 751 1144</box>
branch-heading: கீழமறைப்பட்டி கிளை <box>531 1151 636 1163</box>
panchayat-heading: குருவிந்தம் ஊராட்சி <box>534 589 633 607</box>
body-paragraph: துணை அமைப்பாளர்கள் : (1) மு.கிருஷ்ணன், 80/2, தெற்குத் தெரு, தீத்தாம்பட்டி. (2) அ.மாரிக்கண்ணன், 80/2, தெற்குத் தெரு, தீத்தாம்பட்டி. (3) அ.ராஜுரேஷ், 1/37, நடுத்தெரு, தீத்தாம்பட்டி. <box>782 1183 1138 1223</box>
body-paragraph: அமைப்பாளர் : ம.சுரேஷ், 34/1, வடக்குத் தெரு, தெற்கு மயிலோடை, தூத்துக்குடி. <box>1158 343 1508 354</box>
body-paragraph: அமைப்பாளர் : அ.முரளி, 3/69, எல்லரி அம்மன் கோயில் தெரு, கே.சிதம்பரம், கடம்பூர், தூத்துக்குடி. <box>29 254 385 280</box>
ward-value: சா.சரவணகுமார், 122/4 வடக்குத் தெரு, பன்னீர்குளம், தூத்துக்குடி. <box>866 1024 1138 1050</box>
body-paragraph: அமைப்பாளர் : சா.சங்கிலிபொன்னு, 22, தெற்குத் தெரு, குப்பனாபுரம், கடம்பூர், தூத்துக்குடி. (2) பெ.இலங்கமணி, 2/47, நடுத்தெரு, குப்பனாபுரம், கடம்பூர், தூத்துக்குடி. (3) ச.க.தபகுமார், 1/90–எ, தெற்குத் தெரு, குப்பனாபுரம், கடம்பூர், தூத்துக்குடி. <box>405 462 761 516</box>
ward-value: மு.த.ராஜன், 1/48, வடக்குத் தெரு, அச்சன் குளம், தூத்துக்குடி. <box>114 163 377 175</box>
panchayat-heading: தெற்குவண்டாணம் ஊராட்சி <box>1268 602 1404 619</box>
branch-heading: வடக்கு வண்டாணம் குடியிருப்பு கிளை <box>1243 935 1429 947</box>
body-paragraph: அமைப்பாளர் : சா.ராஜுசெல்வமணி, 10, வடக்குத் தெரு, முடுக்கலனகுளம். <box>782 798 1108 810</box>
masthead <box>19 17 1524 69</box>
publication-title: முரசொலி <box>653 26 771 54</box>
subsection-label: பாக அமைப்பாளர்கள்: <box>910 1229 1010 1240</box>
body-paragraph: அமைப்பாளர் : கி.ஞானக் கிருஷ்ணன், 230/1, தெற்குத் தெரு, கே.வெங்கடேசவரபுரம். <box>782 474 1138 500</box>
body-paragraph: அமைப்பாளர் : இ.அருள்ராஜ், 7/20, வடக்குத் தெரு, குருவிந்தம், சயத்தூர். <box>405 729 725 740</box>
panchayat-heading: காமநாயக்கன்பட்டி ஊராட்சி <box>139 401 275 418</box>
subsection-label: பாக அமைப்பாளர்கள்: <box>157 634 257 645</box>
ward-value: மு.செல்வகுமார், 64–ஏ/103/ஏ/ வடக்குத் தெரு, பன்னீர்குளம். <box>866 1007 1129 1018</box>
branch-heading: தலையால் நடந்தான்குளம் கிளை <box>1258 226 1414 238</box>
ward-separator: : <box>481 796 484 807</box>
body-paragraph: துணை அமைப்பாளர்கள் : (1) ச.முரீராம், 28/3, கீழக்குத் தெரு, கழுகசலபுரம். (2) த.கீனேஷ்குமார், 8/2, கீழத் தெரு, கழுகசலபுரம். (3) சி.யகசராஜா, 10/2, மேலத் தெரு, கழுகசலபுரம். <box>405 1015 761 1055</box>
